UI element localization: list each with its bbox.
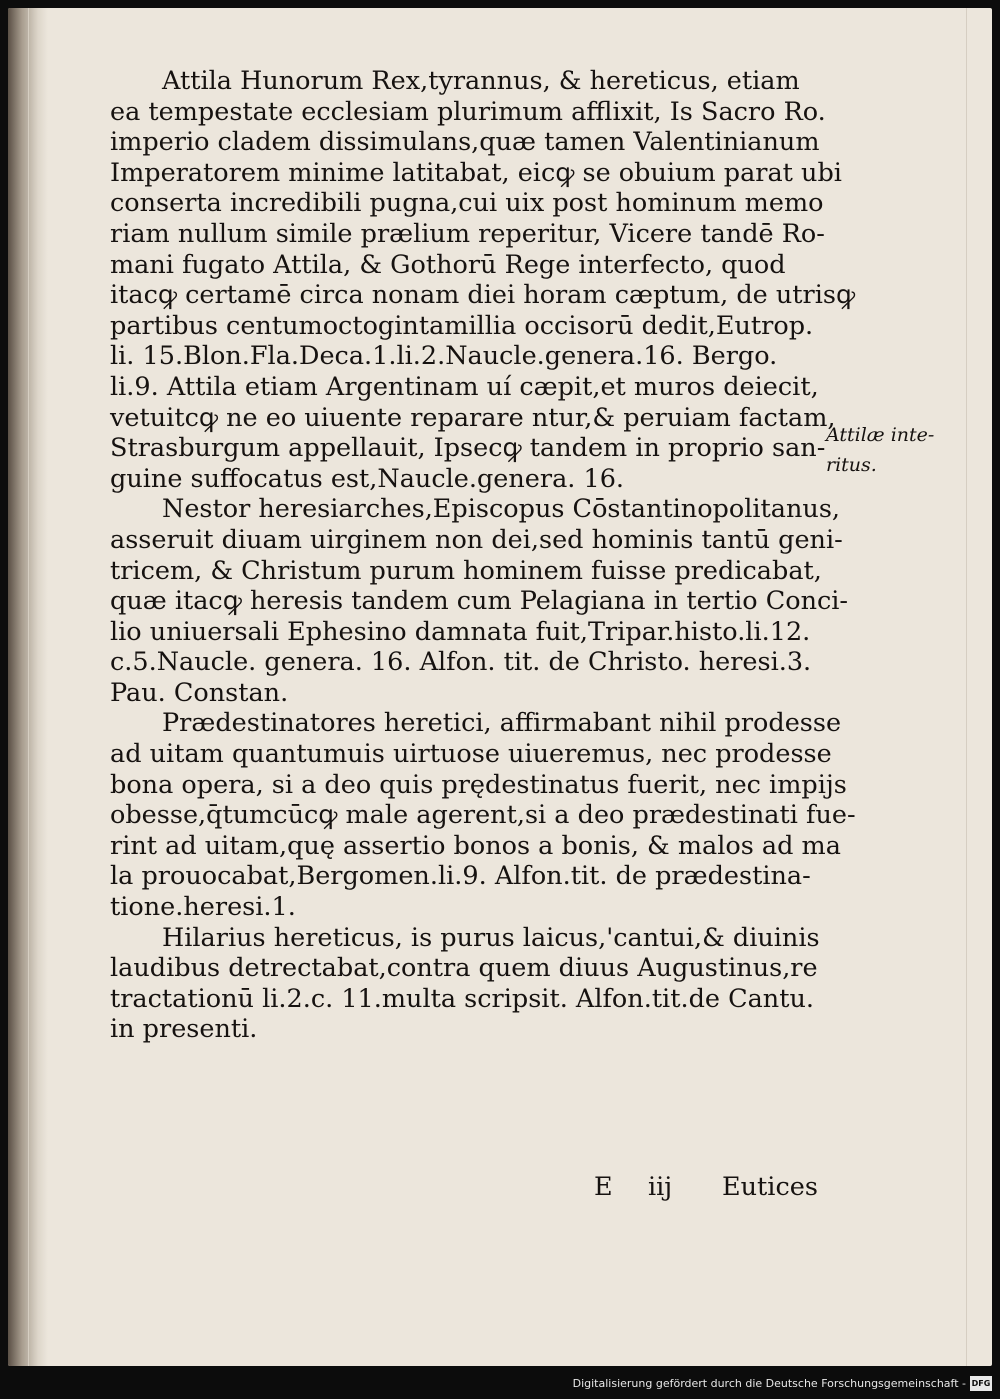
text-line: Strasburgum appellauit, Ipsecꝙ tandem in proprio san-	[110, 433, 826, 464]
marginal-note-line: Attilæ inte-	[826, 424, 935, 446]
text-line: quæ itacꝙ heresis tandem cum Pelagiana in tertio Conci-	[110, 586, 849, 617]
text-line: tractationū li.2.c. 11.multa scripsit. Alfon.tit.de Cantu.	[110, 983, 815, 1014]
signature-number: iij	[648, 1172, 673, 1202]
text-line: li. 15.Blon.Fla.Deca.1.li.2.Naucle.genera.16. Bergo.	[110, 341, 778, 372]
marginal-note	[826, 420, 976, 480]
text-line: Attila Hunorum Rex,tyrannus, & hereticus, etiam	[162, 66, 800, 96]
text-line: lio uniuersali Ephesino damnata fuit,Tripar.histo.li.12.	[110, 616, 811, 647]
text-line: Nestor heresiarches,Episcopus Cōstantinopolitanus,	[162, 494, 841, 525]
text-line: in presenti.	[110, 1014, 258, 1045]
footer-bar	[0, 1372, 1000, 1399]
text-line: Pau. Constan.	[110, 677, 289, 708]
text-line: guine suffocatus est,Naucle.genera. 16.	[110, 463, 625, 494]
text-line: asseruit diuam uirginem non dei,sed hominis tantū geni-	[110, 524, 843, 555]
text-line: partibus centumoctogintamillia occisorū dedit,Eutrop.	[110, 310, 814, 341]
text-line: Imperatorem minime latitabat, eicꝙ se obuium parat ubi	[110, 157, 842, 188]
page-edge-line	[966, 8, 967, 1366]
text-line: riam nullum simile prælium reperitur, Vicere tandē Ro-	[110, 218, 825, 249]
text-line: tione.heresi.1.	[110, 892, 296, 923]
text-line: c.5.Naucle. genera. 16. Alfon. tit. de Christo. heresi.3.	[110, 647, 812, 678]
page-edge-line	[28, 8, 29, 1366]
text-line: imperio cladem dissimulans,quæ tamen Valentinianum	[110, 127, 820, 158]
book-page	[8, 8, 992, 1366]
text-line: ad uitam quantumuis uirtuose uiueremus, nec prodesse	[110, 739, 832, 770]
text-line: ea tempestate ecclesiam plurimum afflixit, Is Sacro Ro.	[110, 96, 826, 127]
text-line: bona opera, si a deo quis prędestinatus fuerit, nec impijs	[110, 769, 847, 800]
text-line: Prædestinatores heretici, affirmabant nihil prodesse	[162, 708, 842, 739]
text-line: rint ad uitam,quę assertio bonos a bonis, & malos ad ma	[110, 830, 841, 861]
catchword: Eutices	[722, 1172, 818, 1202]
text-line: tricem, & Christum purum hominem fuisse predicabat,	[110, 555, 822, 586]
marginal-note-line: ritus.	[826, 454, 877, 476]
text-line: itacꝙ certamē circa nonam diei horam cæptum, de utrisꝙ	[110, 280, 856, 311]
text-line: laudibus detrectabat,contra quem diuus Augustinus,re	[110, 953, 818, 984]
text-line: mani fugato Attila, & Gothorū Rege interfecto, quod	[110, 249, 786, 280]
dfg-logo: DFG	[970, 1376, 992, 1391]
text-line: conserta incredibili pugna,cui uix post hominum memo	[110, 188, 824, 219]
text-line: obesse,q̄tumcūcꝙ male agerent,si a deo prædestinati fue-	[110, 800, 856, 831]
text-line: la prouocabat,Bergomen.li.9. Alfon.tit. de prædestina-	[110, 861, 811, 892]
funding-credit: Digitalisierung gefördert durch die Deutsche Forschungsgemeinschaft -	[572, 1377, 966, 1390]
text-line: Hilarius hereticus, is purus laicus,'cantui,& diuinis	[162, 922, 820, 953]
text-line: vetuitcꝙ ne eo uiuente reparare ntur,& peruiam factam,	[110, 402, 836, 433]
text-line: li.9. Attila etiam Argentinam uí cæpit,et muros deiecit,	[110, 371, 819, 402]
signature-mark: E	[594, 1172, 613, 1202]
